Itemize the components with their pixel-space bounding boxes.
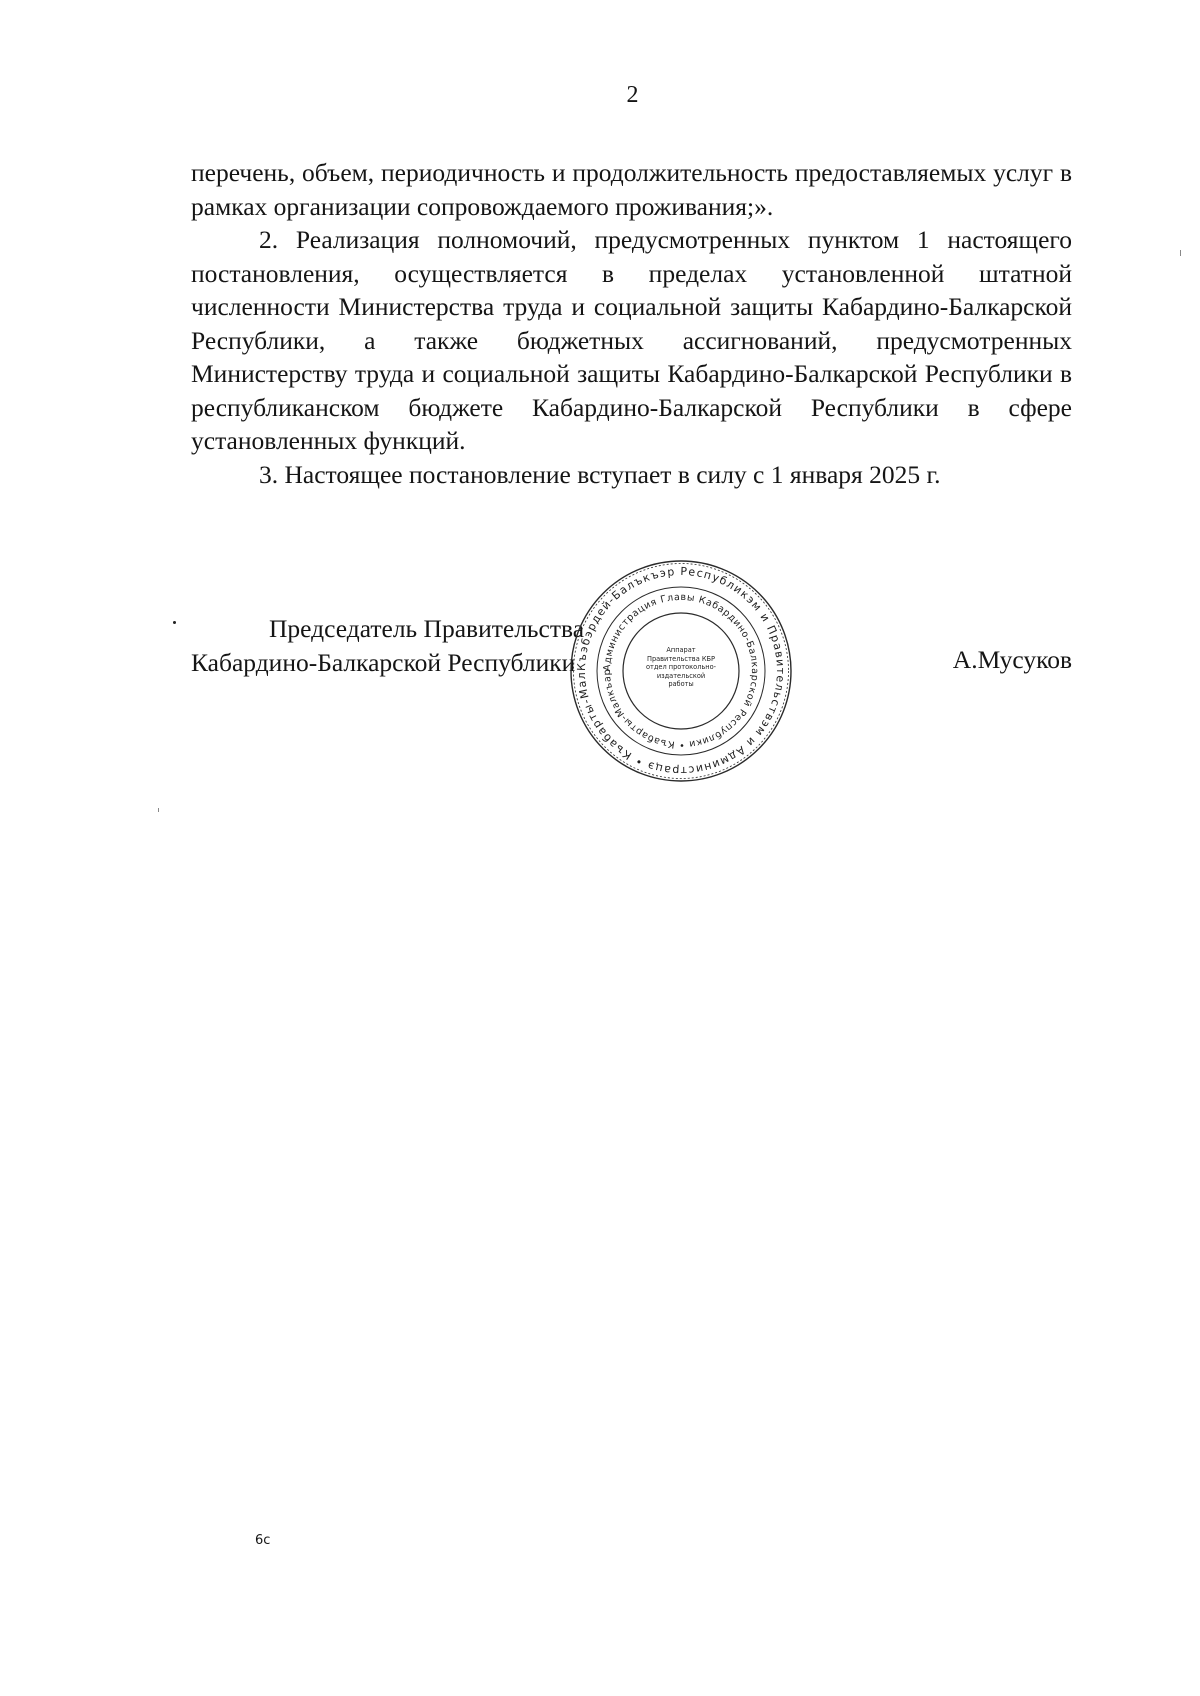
seal-center-line-4: издательской bbox=[656, 671, 706, 680]
scan-speck bbox=[173, 621, 176, 624]
signature-position-line-2: Кабардино-Балкарской Республики bbox=[191, 647, 576, 677]
document-body bbox=[191, 156, 1072, 491]
official-seal bbox=[566, 556, 796, 786]
signature-position-line-1: Председатель Правительства bbox=[269, 614, 585, 643]
seal-center-text bbox=[639, 646, 723, 689]
seal-center-line-1: Аппарат bbox=[666, 646, 696, 654]
footer-mark: 6с bbox=[255, 1533, 271, 1548]
seal-center-line-2: Правительства КБР bbox=[646, 654, 716, 663]
seal-center-line-5: работы bbox=[668, 680, 694, 689]
signatory-name: А.Мусуков bbox=[952, 645, 1072, 674]
seal-outer-ring-text: Къэбэрдей-Балъкъэр Республикэм и Правительствэм и Администрацэ • Къабарты-Мал bbox=[574, 564, 788, 778]
paragraph-1: перечень, объем, периодичность и продолжительность предоставляемых услуг в рамках организации сопровождаемого проживания;». bbox=[191, 158, 1072, 221]
paragraph-3: 3. Настоящее постановление вступает в силу с 1 января 2025 г. bbox=[259, 459, 941, 489]
scan-artifact bbox=[158, 808, 159, 812]
signature-position bbox=[191, 612, 584, 679]
paragraph-2: 2. Реализация полномочий, предусмотренных пунктом 1 настоящего постановления, осуществляется в пределах установленной штатной численности Министерства труда и социальной защиты Кабардино-Балкарской Республики, а также бюджетных ассигнований, предусмотренных Министерству труда и социальной защиты Кабардино-Балкарской Республики в республиканском бюджете Кабардино-Балкарской Республики в сфере установленных функций. bbox=[191, 225, 1072, 455]
seal-center-line-3: отдел протокольно- bbox=[645, 663, 717, 672]
scan-artifact bbox=[1180, 250, 1181, 256]
page-number: 2 bbox=[626, 82, 639, 108]
seal-inner-ring-text: Администрация Главы Кабардино-Балкарской Республики • Къабарты-Малкъар bbox=[601, 591, 761, 751]
